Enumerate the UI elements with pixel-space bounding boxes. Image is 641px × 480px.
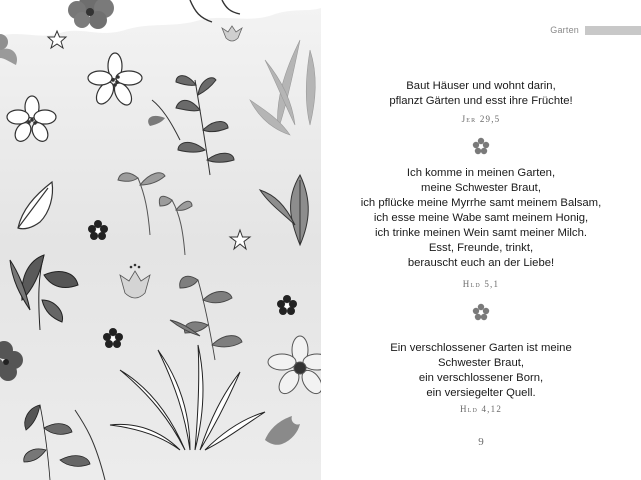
passage-line: Ich komme in meinen Garten, (406, 167, 556, 179)
passage-line: Esst, Freunde, trinkt, (428, 242, 534, 254)
passage-1-text (321, 79, 641, 109)
passage-line: pflanzt Gärten und esst ihre Früchte! (389, 95, 573, 107)
passage-line: meine Schwester Braut, (421, 182, 541, 194)
section-title: Garten (550, 25, 579, 35)
passage-line: ich esse meine Wabe samt meinem Honig, (373, 212, 589, 224)
text-page (321, 0, 641, 480)
header-accent-bar (585, 26, 641, 35)
passage-line: ein versiegelter Quell. (426, 387, 536, 399)
passage-line: Ein verschlossener Garten ist meine (390, 342, 572, 354)
passage-line: ich trinke meinen Wein samt meiner Milch. (375, 227, 587, 239)
running-header (550, 24, 641, 36)
passage-3-reference: Hld 4,12 (459, 404, 503, 414)
passage-1-reference: Jer 29,5 (461, 114, 501, 124)
passage-3-text (321, 341, 641, 401)
passage-line: ich pflücke meine Myrrhe samt meinem Balsam, (360, 197, 602, 209)
passage-line: Schwester Braut, (437, 357, 525, 369)
passage-2-text (321, 166, 641, 271)
flower-ornament-icon (471, 302, 491, 322)
page-number: 9 (478, 436, 484, 448)
passage-line: ein verschlossener Born, (418, 372, 544, 384)
passage-2-reference: Hld 5,1 (462, 279, 500, 289)
passage-line: Baut Häuser und wohnt darin, (406, 80, 556, 92)
passage-line: berauscht euch an der Liebe! (407, 257, 555, 269)
flower-ornament-icon (471, 136, 491, 156)
top-flower-icon (68, 0, 114, 29)
